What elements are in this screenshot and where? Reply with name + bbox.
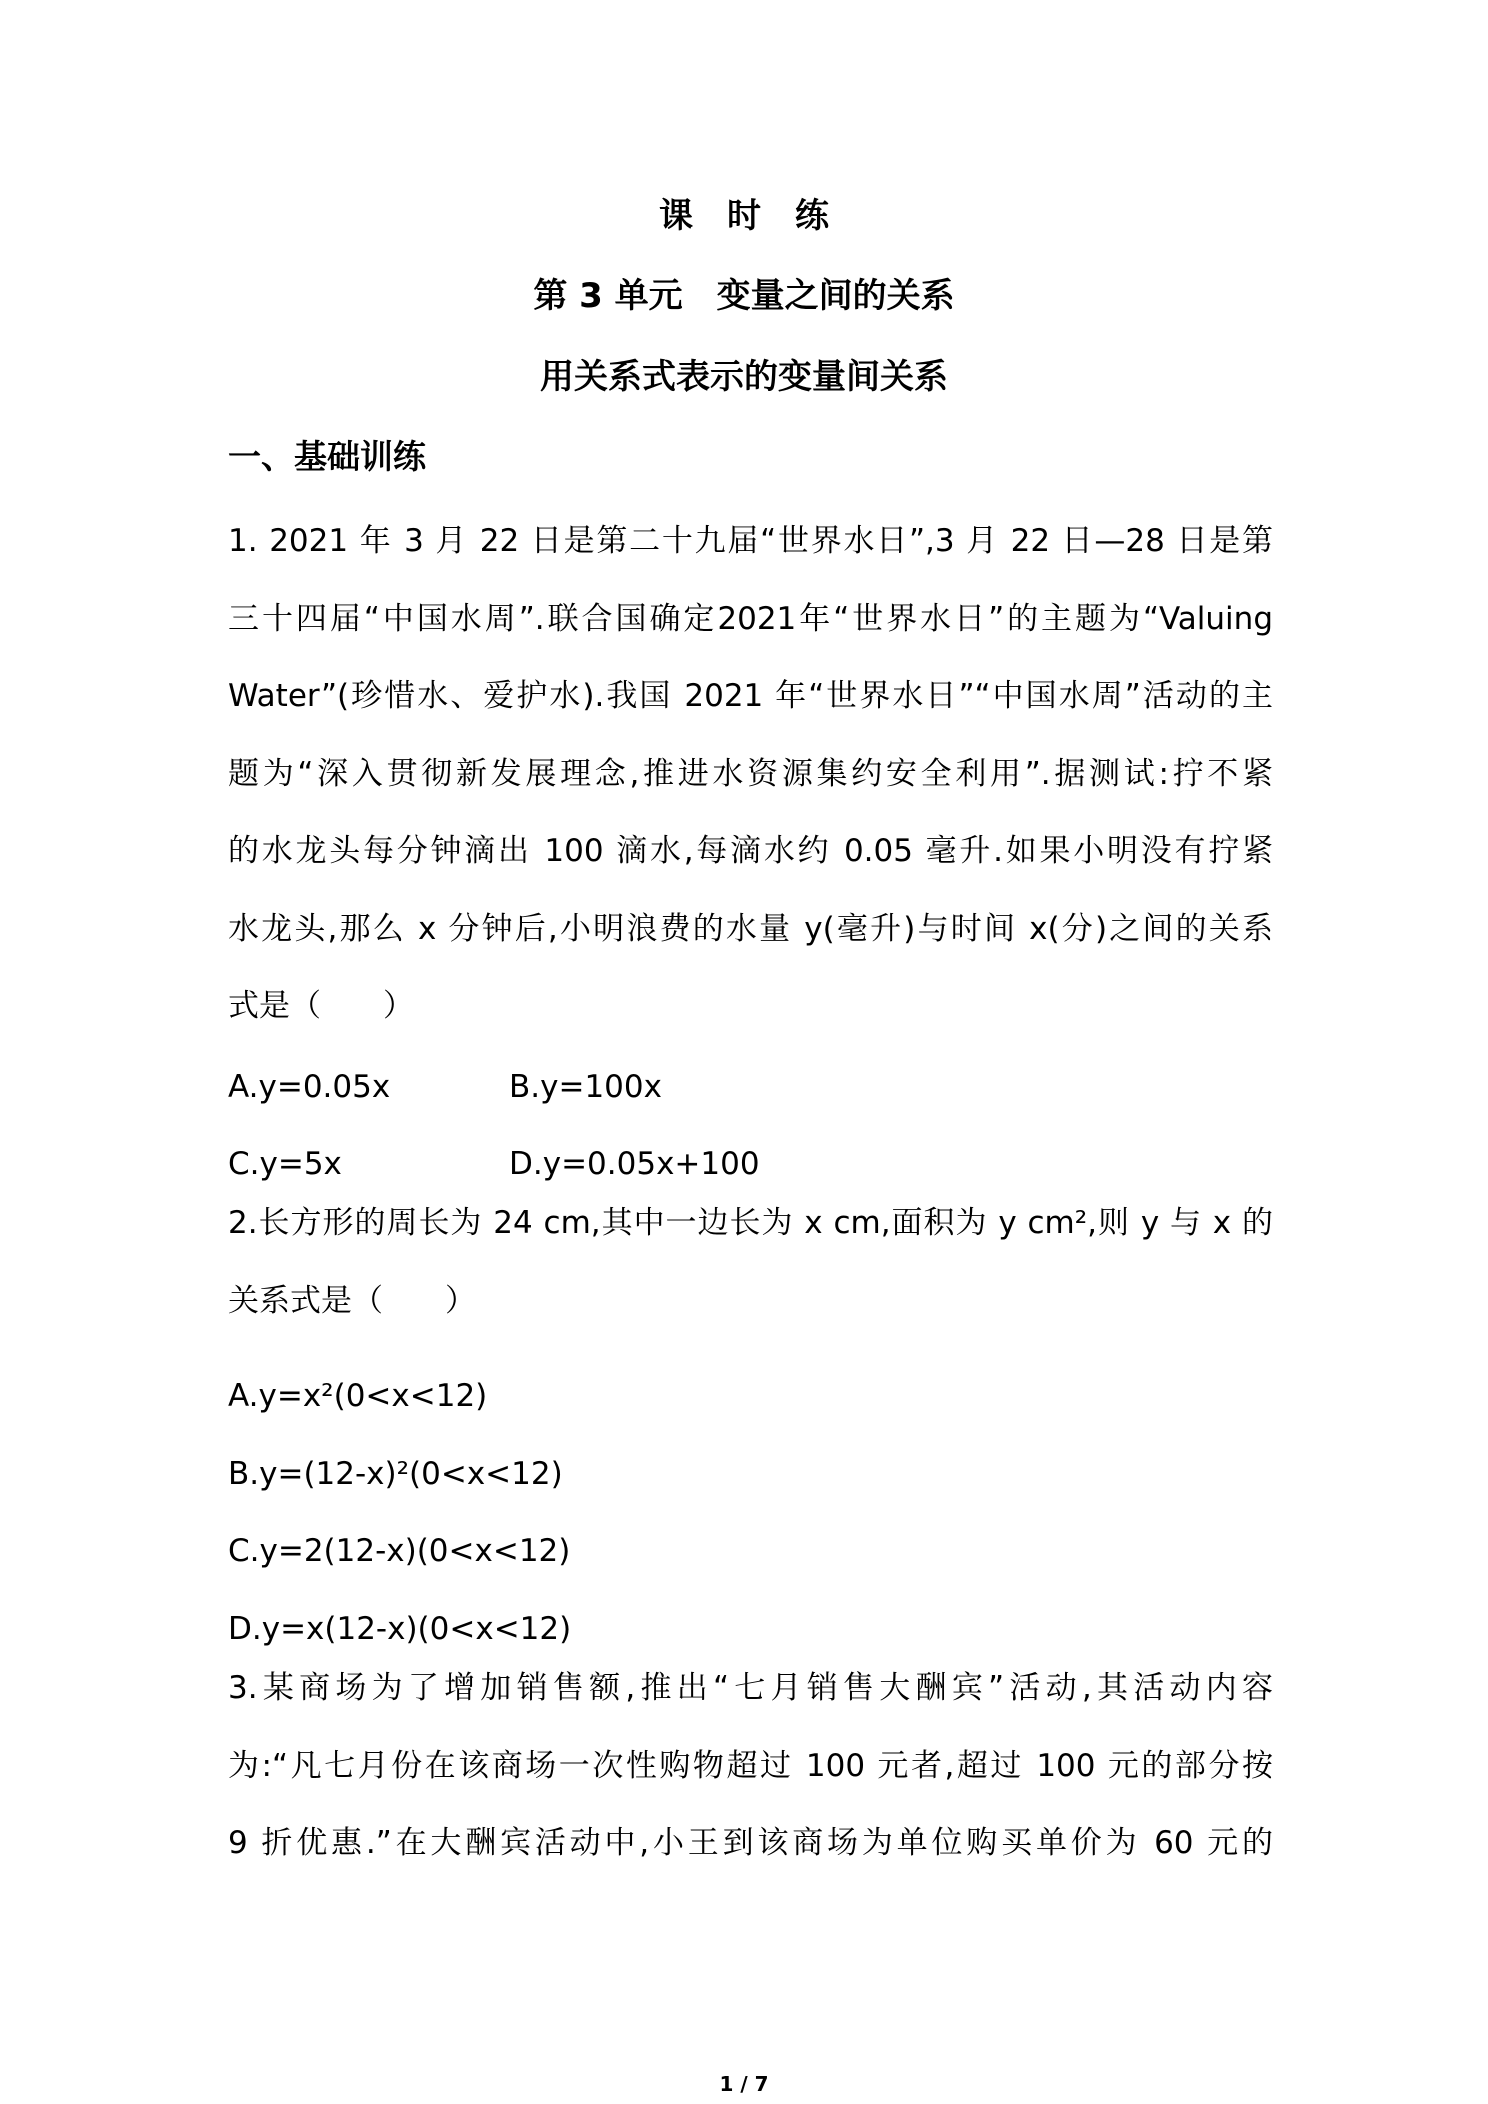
question-2-option-c: C.y=2(12-x)(0<x<12) [228,1533,571,1569]
question-1-line: 题为“深入贯彻新发展理念,推进水资源集约安全利用”.据测试:拧不紧 [228,755,1273,792]
question-1-line: 三十四届“中国水周”.联合国确定2021年“世界水日”的主题为“Valuing [228,600,1273,637]
question-1-line: 水龙头,那么 x 分钟后,小明浪费的水量 y(毫升)与时间 x(分)之间的关系 [228,910,1273,947]
question-2-line: 关系式是（ ） [228,1282,476,1319]
question-3-line: 9 折优惠.”在大酬宾活动中,小王到该商场为单位购买单价为 60 元的 [228,1825,1273,1861]
page-title: 课 时 练 [659,196,829,236]
question-2-line: 2.长方形的周长为 24 cm,其中一边长为 x cm,面积为 y cm²,则 y 与 x 的 [228,1205,1273,1241]
question-1-option-a: A.y=0.05x [228,1069,391,1105]
question-1-line: 的水龙头每分钟滴出 100 滴水,每滴水约 0.05 毫升.如果小明没有拧紧 [228,833,1273,869]
question-3-line: 3.某商场为了增加销售额,推出“七月销售大酬宾”活动,其活动内容 [228,1670,1273,1706]
lesson-title: 用关系式表示的变量间关系 [540,357,948,397]
question-3-line: 为:“凡七月份在该商场一次性购物超过 100 元者,超过 100 元的部分按 [228,1747,1273,1784]
question-1-line: Water”(珍惜水、爱护水).我国 2021 年“世界水日”“中国水周”活动的主 [228,678,1273,714]
question-3-text [228,1650,1273,1883]
question-1-option-b: B.y=100x [509,1069,662,1105]
question-1-line: 1. 2021 年 3 月 22 日是第二十九届“世界水日”,3 月 22 日—28 日是第 [228,523,1273,559]
question-2-option-b: B.y=(12-x)²(0<x<12) [228,1456,563,1492]
question-2-option-d: D.y=x(12-x)(0<x<12) [228,1611,572,1647]
section-heading: 一、基础训练 [228,437,426,476]
question-1-option-c: C.y=5x [228,1146,342,1182]
question-1-text [228,503,1273,1046]
question-2-option-a: A.y=x²(0<x<12) [228,1378,488,1414]
unit-title: 第 3 单元 变量之间的关系 [533,276,955,316]
question-1-line: 式是（ ） [228,988,414,1024]
page-indicator: 1 / 7 [719,2072,769,2096]
question-2-text [228,1185,1273,1340]
question-1-option-d: D.y=0.05x+100 [509,1146,760,1182]
